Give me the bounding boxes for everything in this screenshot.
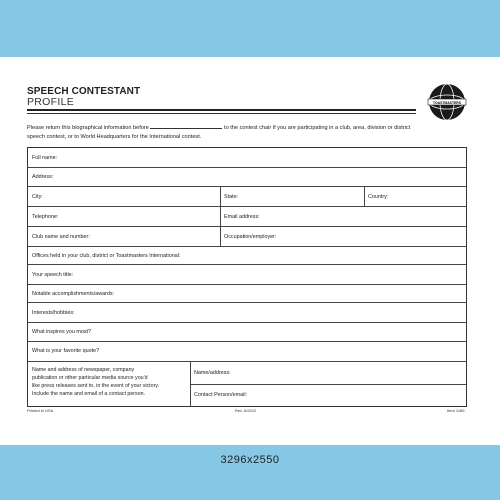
svg-text:TOASTMASTERS: TOASTMASTERS xyxy=(432,100,462,105)
email-field[interactable]: Email address: xyxy=(224,214,260,220)
row-divider xyxy=(28,322,466,323)
profile-form xyxy=(27,147,467,407)
full-name-field[interactable]: Full name: xyxy=(32,155,58,161)
country-field[interactable]: Country: xyxy=(368,194,389,200)
media-row-divider xyxy=(190,384,466,385)
column-divider xyxy=(220,186,221,246)
club-field[interactable]: Club name and number: xyxy=(32,234,90,240)
media-text-line: Include the name and email of a contact person. xyxy=(32,391,146,397)
toastmasters-logo-icon xyxy=(427,82,467,122)
quote-field[interactable]: What is your favorite quote? xyxy=(32,348,100,354)
row-divider xyxy=(28,246,466,247)
row-divider xyxy=(28,167,466,168)
form-sheet xyxy=(0,57,500,445)
title-rule xyxy=(27,109,416,111)
intro-text: Please return this biographical information before xyxy=(27,125,149,131)
media-text-line: publication or other particular media source you'd xyxy=(32,375,148,381)
revision-note: Rev. 6/2012 xyxy=(235,408,257,413)
row-divider xyxy=(28,206,466,207)
row-divider xyxy=(28,264,466,265)
form-subtitle: PROFILE xyxy=(27,96,75,108)
form-title: SPEECH CONTESTANT xyxy=(27,86,141,97)
city-field[interactable]: City: xyxy=(32,194,43,200)
media-text-line: Name and address of newspaper, company xyxy=(32,367,135,373)
row-divider xyxy=(28,186,466,187)
occupation-field[interactable]: Occupation/employer: xyxy=(224,234,277,240)
printed-note: Printed in USA xyxy=(27,408,54,413)
intro-text-continued: to the contest chair if you are participating in a club, area, division or district xyxy=(224,125,411,131)
instructions xyxy=(27,123,472,142)
row-divider xyxy=(28,284,466,285)
address-field[interactable]: Address: xyxy=(32,174,54,180)
contact-person-field[interactable]: Contact Person/email: xyxy=(194,392,248,398)
offices-field[interactable]: Offices held in your club, district or Toastmasters International: xyxy=(32,253,181,259)
image-dimensions-caption: 3296x2550 xyxy=(220,454,280,466)
row-divider xyxy=(28,361,466,362)
inspires-field[interactable]: What inspires you most? xyxy=(32,329,92,335)
item-number: Item 1189 xyxy=(447,408,465,413)
name-address-field[interactable]: Name/address: xyxy=(194,370,231,376)
row-divider xyxy=(28,226,466,227)
media-text-line: like press releases sent to, in the event of your victory. xyxy=(32,383,160,389)
due-date-blank[interactable] xyxy=(150,123,222,129)
interests-field[interactable]: Interests/hobbies: xyxy=(32,310,75,316)
row-divider xyxy=(28,341,466,342)
telephone-field[interactable]: Telephone: xyxy=(32,214,59,220)
intro-text-line2: speech contest, or to World Headquarters for the International contest. xyxy=(27,134,202,140)
row-divider xyxy=(28,302,466,303)
speech-title-field[interactable]: Your speech title: xyxy=(32,272,74,278)
title-rule-thin xyxy=(27,113,416,114)
accomplishments-field[interactable]: Notable accomplishments/awards: xyxy=(32,291,115,297)
column-divider xyxy=(364,186,365,206)
state-field[interactable]: State: xyxy=(224,194,239,200)
media-instructions xyxy=(32,366,202,398)
